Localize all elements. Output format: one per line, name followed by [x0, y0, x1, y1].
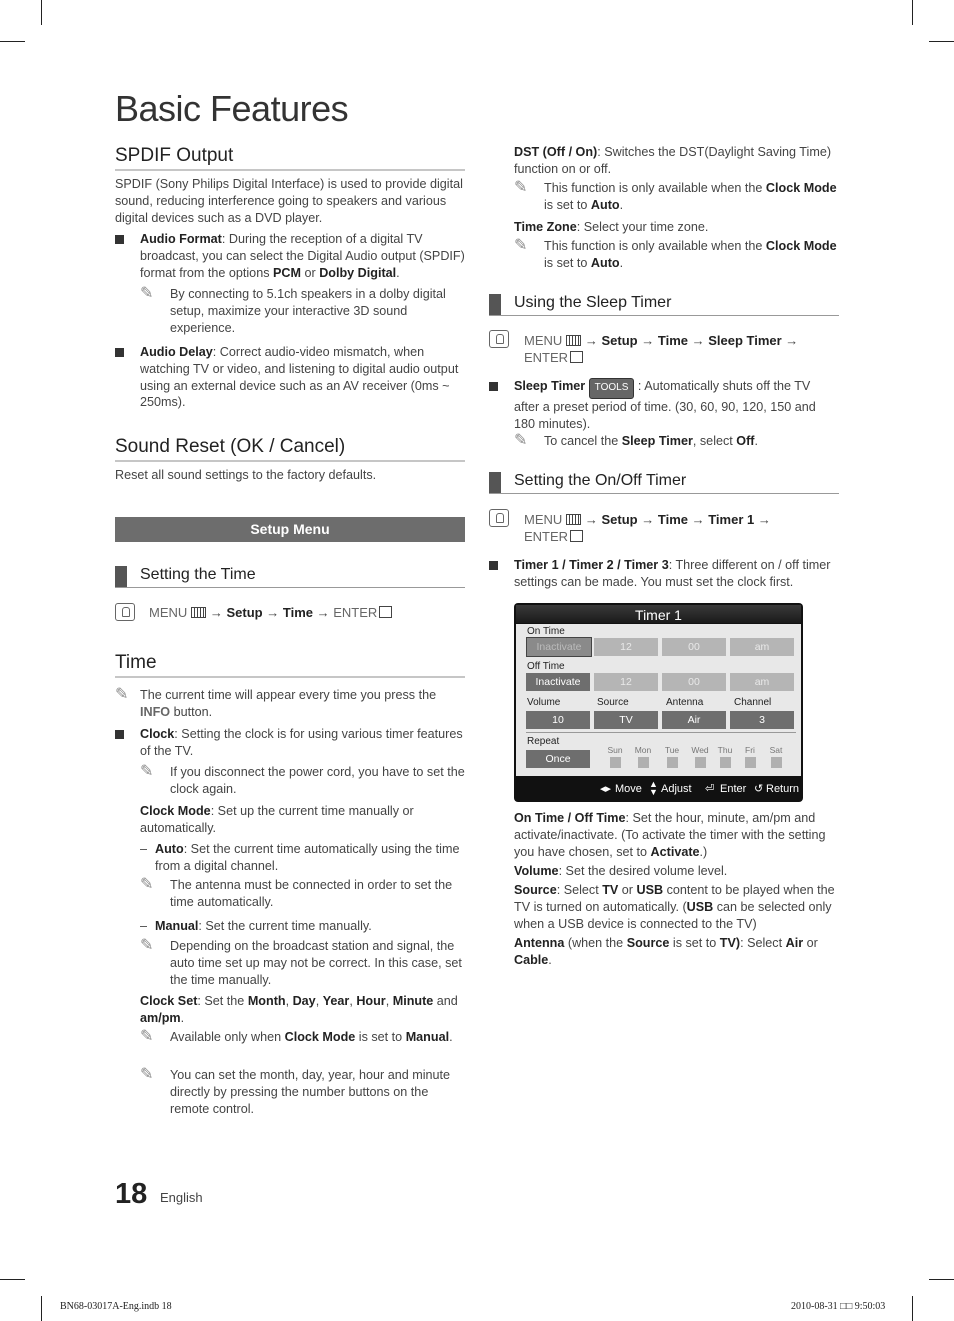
page-title: Basic Features: [115, 88, 349, 129]
remote-hand-icon: [115, 603, 135, 621]
sound-reset-text: Reset all sound settings to the factory defaults.: [115, 468, 377, 482]
move-arrows-icon: ◂▸: [600, 783, 612, 795]
clock-text: Clock: Setting the clock is for using various timer features of the TV.: [140, 727, 463, 758]
dst-note: This function is only available when the Clock Mode is set to Auto.: [544, 181, 837, 212]
move-hint: Move: [615, 783, 642, 795]
clock-mode-text: Clock Mode: Set up the current time manually or automatically.: [140, 804, 414, 835]
audio-format-note: By connecting to 5.1ch speakers in a dolby digital setup, maximize your interactive 3D sound experience.: [170, 287, 446, 335]
manual-note: Depending on the broadcast station and signal, the auto time set up may not be correct. In this case, set the time manually.: [170, 939, 462, 987]
enter-icon: ⏎: [705, 783, 715, 795]
antenna-value[interactable]: Air: [662, 711, 726, 729]
timezone-note: This function is only available when the Clock Mode is set to Auto.: [544, 239, 837, 270]
time-heading: Time: [115, 652, 465, 678]
tools-badge: TOOLS: [589, 378, 635, 399]
clock-set-text: Clock Set: Set the Month, Day, Year, Hour, Minute and am/pm.: [140, 994, 458, 1025]
day-checkbox[interactable]: [745, 757, 756, 768]
on-time-hour[interactable]: 12: [594, 638, 658, 656]
source-value[interactable]: TV: [594, 711, 658, 729]
return-hint: Return: [766, 783, 800, 795]
on-time-activate[interactable]: Inactivate: [526, 637, 592, 657]
clock-set-note-1: Available only when Clock Mode is set to Manual.: [170, 1030, 453, 1044]
note-icon: ✎: [514, 179, 528, 196]
sleep-timer-text: Sleep Timer TOOLS : Automatically shuts off the TV after a preset period of time. (30, 60, 90, 120, 150 and 180 minutes).: [514, 379, 816, 431]
off-time-hour[interactable]: 12: [594, 673, 658, 691]
on-time-label: On Time: [527, 626, 565, 637]
day-label: Mon: [634, 745, 652, 755]
spdif-heading: SPDIF Output: [115, 145, 465, 171]
clock-set-note-2: You can set the month, day, year, hour and minute directly by pressing the number buttons on the remote control.: [170, 1068, 451, 1116]
note-icon: ✎: [140, 285, 154, 302]
day-checkbox[interactable]: [638, 757, 649, 768]
page-number: 18: [115, 1178, 148, 1210]
day-checkbox[interactable]: [695, 757, 706, 768]
bullet-icon: [115, 235, 124, 244]
setting-time-heading: Setting the Time: [115, 566, 465, 588]
note-icon: ✎: [140, 1028, 154, 1045]
repeat-label: Repeat: [527, 736, 560, 747]
onoff-timer-heading: Setting the On/Off Timer: [489, 472, 839, 494]
crop-mark: [929, 1279, 954, 1280]
sleep-note: To cancel the Sleep Timer, select Off.: [544, 434, 758, 448]
audio-format-text: Audio Format: During the reception of a digital TV broadcast, you can select the Digital Audio output (SPDIF) format from the options PCM or Dolby Digital.: [140, 232, 465, 280]
bullet-icon: [115, 348, 124, 357]
manual-text: Manual: Set the current time manually.: [155, 919, 372, 933]
ontime-text: On Time / Off Time: Set the hour, minute, am/pm and activate/inactivate. (To activate the timer with the setting you have chosen, set to Activate.): [514, 811, 826, 859]
dash: –: [140, 842, 148, 856]
note-icon: ✎: [514, 432, 528, 449]
timer-screen-body: [516, 624, 801, 776]
dst-text: DST (Off / On): Switches the DST(Daylight Saving Time) function on or off.: [514, 145, 832, 176]
antenna-label: Antenna: [666, 697, 704, 708]
spdif-intro: SPDIF (Sony Philips Digital Interface) is used to provide digital sound, reducing interference going to speakers and various digital devices such as a DVD player.: [115, 177, 463, 225]
sound-reset-heading: Sound Reset (OK / Cancel): [115, 436, 465, 462]
crop-mark: [912, 0, 913, 25]
remote-hand-icon: [489, 509, 509, 527]
crop-mark: [912, 1296, 913, 1321]
day-label: Thu: [717, 745, 733, 755]
note-icon: ✎: [115, 686, 129, 703]
adjust-arrows-icon: ▲ ▼: [649, 779, 658, 797]
on-time-ampm[interactable]: am: [730, 638, 794, 656]
crop-mark: [0, 1279, 25, 1280]
source-label: Source: [597, 697, 629, 708]
channel-value[interactable]: 3: [730, 711, 794, 729]
crop-mark: [41, 0, 42, 25]
note-icon: ✎: [140, 763, 154, 780]
onoff-menu-path: MENU → Setup → Time → Timer 1 → ENTER: [524, 512, 771, 544]
crop-mark: [929, 41, 954, 42]
day-label: Sun: [607, 745, 623, 755]
crop-mark: [41, 1296, 42, 1321]
audio-delay-text: Audio Delay: Correct audio-video mismatch, when watching TV or video, and listening to digital audio output using an external device such as an AV receiver (0ms ~ 250ms).: [140, 345, 459, 410]
file-info: BN68-03017A-Eng.indb 18: [60, 1301, 172, 1312]
time-menu-path: MENU → Setup → Time → ENTER: [149, 605, 392, 620]
note-icon: ✎: [140, 876, 154, 893]
note-icon: ✎: [140, 1066, 154, 1083]
off-time-label: Off Time: [527, 661, 565, 672]
note-icon: ✎: [514, 237, 528, 254]
return-icon: ↺: [754, 783, 764, 795]
bullet-icon: [489, 382, 498, 391]
time-note: The current time will appear every time you press the INFO button.: [140, 688, 437, 719]
volume-label: Volume: [527, 697, 561, 708]
setup-menu-bar: Setup Menu: [115, 517, 465, 542]
crop-mark: [0, 41, 25, 42]
off-time-ampm[interactable]: am: [730, 673, 794, 691]
volume-text: Volume: Set the desired volume level.: [514, 864, 728, 878]
timer-text: Timer 1 / Timer 2 / Timer 3: Three different on / off timer settings can be made. You must set the clock first.: [514, 558, 831, 589]
day-label: Tue: [664, 745, 680, 755]
day-checkbox[interactable]: [771, 757, 782, 768]
antenna-text: Antenna (when the Source is set to TV): Select Air or Cable.: [514, 936, 818, 967]
day-checkbox[interactable]: [720, 757, 731, 768]
date-info: 2010-08-31 □□ 9:50:03: [791, 1301, 886, 1312]
enter-hint: Enter: [720, 783, 747, 795]
note-icon: ✎: [140, 937, 154, 954]
timer-screen-footer: [516, 777, 801, 800]
auto-text: Auto: Set the current time automatically using the time from a digital channel.: [155, 842, 460, 873]
day-checkbox[interactable]: [610, 757, 621, 768]
sleep-timer-heading: Using the Sleep Timer: [489, 294, 839, 316]
day-label: Sat: [769, 745, 783, 755]
remote-hand-icon: [489, 330, 509, 348]
channel-label: Channel: [734, 697, 772, 708]
timer-screen-title: Timer 1: [516, 605, 801, 623]
timezone-text: Time Zone: Select your time zone.: [514, 220, 709, 234]
adjust-hint: Adjust: [661, 783, 692, 795]
sleep-menu-path: MENU → Setup → Time → Sleep Timer → ENTER: [524, 333, 799, 365]
divider: [526, 732, 796, 733]
volume-value[interactable]: 10: [526, 711, 590, 729]
off-time-activate[interactable]: Inactivate: [526, 673, 590, 691]
timer-screen: [514, 603, 803, 802]
off-time-minute[interactable]: 00: [662, 673, 726, 691]
page-language: English: [160, 1190, 203, 1205]
source-text: Source: Select TV or USB content to be played when the TV is turned on automatically. (USB can be selected only when a USB device is connected to the TV): [514, 883, 835, 931]
clock-note: If you disconnect the power cord, you have to set the clock again.: [170, 765, 465, 796]
day-label: Wed: [691, 745, 709, 755]
bullet-icon: [489, 561, 498, 570]
day-checkbox[interactable]: [667, 757, 678, 768]
auto-note: The antenna must be connected in order to set the time automatically.: [170, 878, 453, 909]
dash: –: [140, 919, 148, 933]
bullet-icon: [115, 730, 124, 739]
repeat-value[interactable]: Once: [526, 750, 590, 768]
day-label: Fri: [745, 745, 755, 755]
on-time-minute[interactable]: 00: [662, 638, 726, 656]
